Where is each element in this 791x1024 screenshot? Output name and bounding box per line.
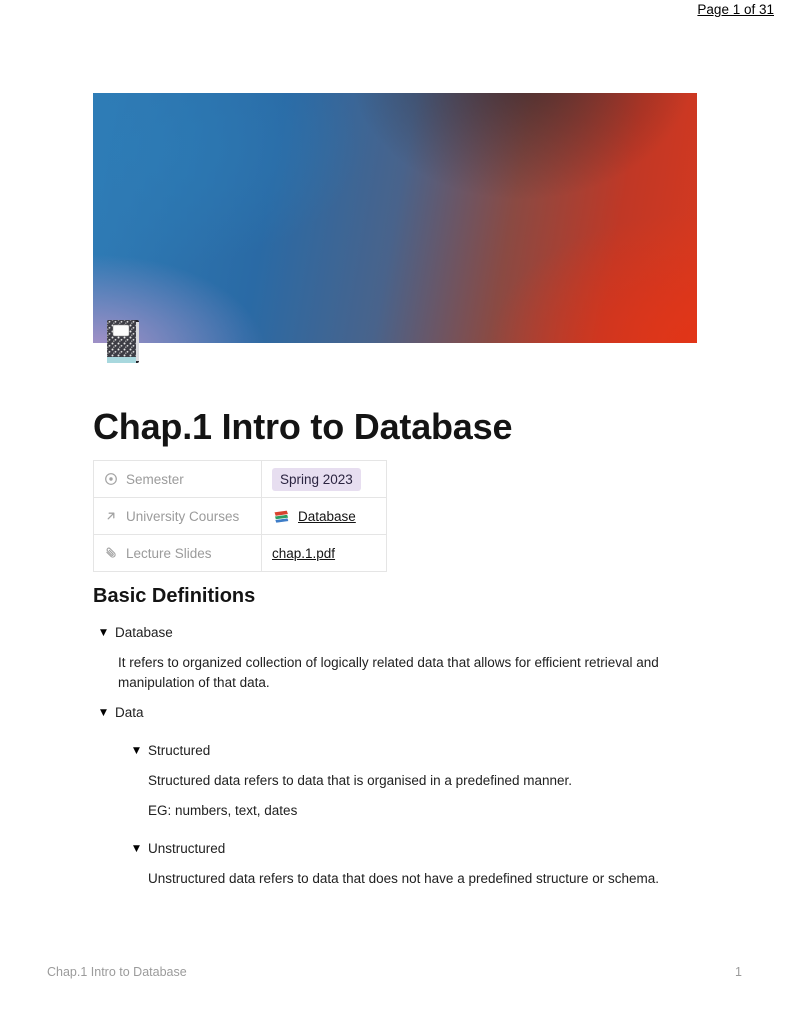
- toggle-label: Database: [115, 625, 173, 640]
- toggle-data[interactable]: [93, 703, 697, 723]
- paragraph-structured-examples: EG: numbers, text, dates: [148, 803, 298, 818]
- toggle-label: Unstructured: [148, 841, 226, 856]
- property-key: [94, 535, 262, 571]
- paragraph-database-definition: It refers to organized collection of logically related data that allows for efficient retrieval and manipulation of that data.: [118, 655, 659, 690]
- notebook-emoji-icon: [99, 318, 147, 366]
- property-row-lecture-slides: [94, 535, 386, 572]
- toggle-triangle-icon[interactable]: ▼: [100, 708, 107, 718]
- paperclip-icon: [104, 546, 118, 560]
- toggle-triangle-icon[interactable]: ▼: [100, 628, 107, 638]
- relation-arrow-up-right-icon: [104, 509, 118, 523]
- property-row-university-courses: [94, 498, 386, 535]
- paragraph-unstructured-definition: Unstructured data refers to data that does not have a predefined structure or schema.: [148, 871, 660, 886]
- property-label: University Courses: [126, 508, 240, 524]
- pdf-attachment-link[interactable]: chap.1.pdf: [272, 545, 336, 561]
- page-footer: [47, 965, 742, 980]
- toggle-triangle-icon[interactable]: ▼: [133, 844, 140, 854]
- page-indicator-link[interactable]: Page 1 of 31: [697, 2, 774, 17]
- property-value: [262, 498, 386, 534]
- property-row-semester: [94, 461, 386, 498]
- paragraph-structured-definition: Structured data refers to data that is organised in a predefined manner.: [148, 773, 573, 788]
- properties-table: [93, 460, 387, 572]
- books-stack-emoji-icon: [272, 507, 291, 525]
- property-label: Semester: [126, 471, 184, 487]
- property-value: [262, 461, 386, 497]
- property-key: [94, 461, 262, 497]
- toggle-unstructured[interactable]: [93, 831, 697, 859]
- toggle-label: Data: [115, 705, 144, 720]
- footer-document-title: Chap.1 Intro to Database: [47, 965, 187, 979]
- semester-badge: Spring 2023: [272, 468, 361, 491]
- toggle-database[interactable]: [93, 623, 697, 643]
- toggle-label: Structured: [148, 743, 211, 758]
- footer-page-number: 1: [735, 965, 742, 979]
- database-relation-link[interactable]: Database: [298, 508, 356, 524]
- property-label: Lecture Slides: [126, 545, 212, 561]
- property-value: [262, 535, 386, 571]
- toggle-triangle-icon[interactable]: ▼: [133, 746, 140, 756]
- page-body: [93, 583, 697, 899]
- property-key: [94, 498, 262, 534]
- page-title: Chap.1 Intro to Database: [93, 406, 513, 448]
- toggle-structured[interactable]: [93, 733, 697, 761]
- cover-gradient-image: [93, 93, 697, 343]
- section-heading: Basic Definitions: [93, 585, 256, 607]
- select-circle-dot-icon: [104, 472, 118, 486]
